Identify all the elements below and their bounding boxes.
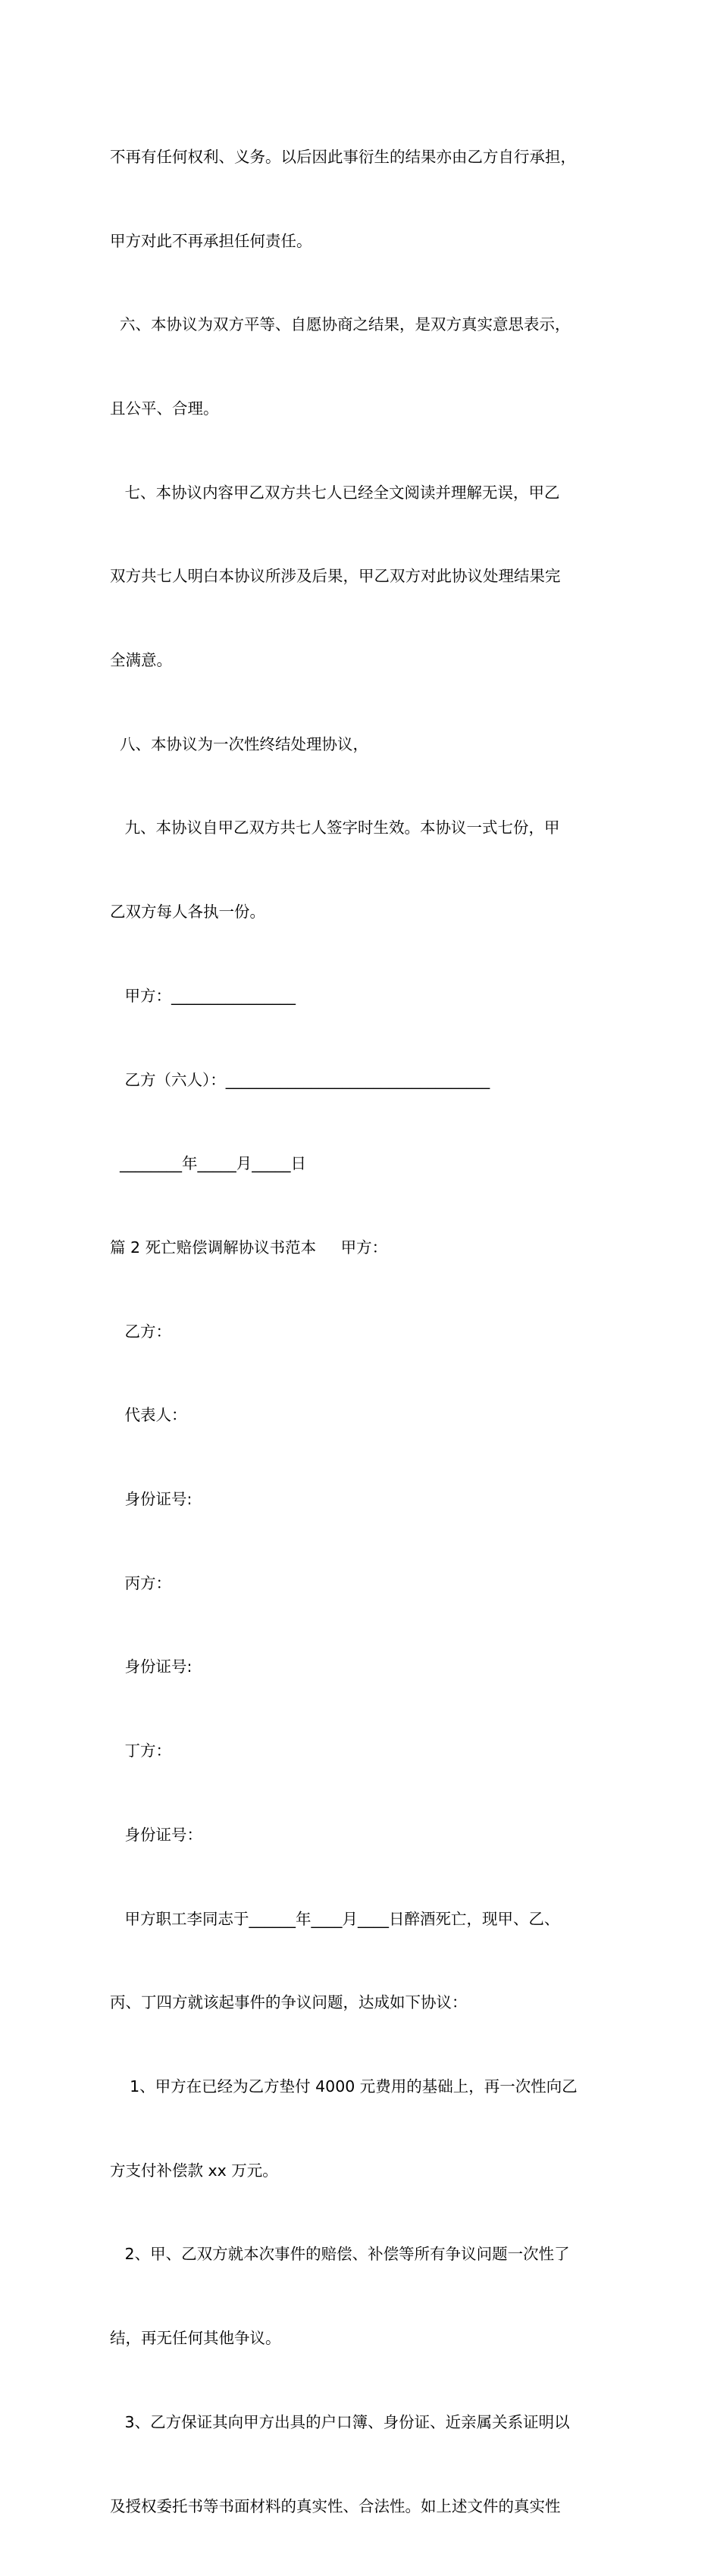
text-line: 丁方： [110,1742,172,1761]
text-line: 不再有任何权利、义务。以后因此事衍生的结果亦由乙方自行承担， [110,147,576,166]
text-line: 身份证号： [110,1825,203,1844]
text-line: 全满意。 [110,651,172,670]
text-line: 方支付补偿款 xx 万元。 [110,2161,278,2180]
text-line: 甲方职工李同志于______年____月____日醉酒死亡，现甲、乙、 [110,1909,560,1928]
text-line: 且公平、合理。 [110,399,219,418]
text-line: ________年_____月_____日 [110,1154,307,1173]
text-line: 3、乙方保证其向甲方出具的户口簿、身份证、近亲属关系证明以 [110,2412,570,2431]
text-line: 篇 2 死亡赔偿调解协议书范本 甲方： [110,1238,388,1257]
text-line: 2、甲、乙双方就本次事件的赔偿、补偿等所有争议问题一次性了 [110,2245,570,2264]
text-line: 乙方（六人）：__________________________________ [110,1070,490,1089]
text-line: 双方共七人明白本协议所涉及后果，甲乙双方对此协议处理结果完 [110,567,561,586]
text-line: 结，再无任何其他争议。 [110,2329,281,2348]
text-line: 及授权委托书等书面材料的真实性、合法性。如上述文件的真实性 [110,2496,561,2515]
document-body [110,87,618,2576]
text-line: 九、本协议自甲乙双方共七人签字时生效。本协议一式七份，甲 [110,818,560,837]
text-line: 六、本协议为双方平等、自愿协商之结果，是双方真实意思表示， [110,315,571,334]
text-line: 丙、丁四方就该起事件的争议问题，达成如下协议： [110,1993,468,2012]
text-line: 身份证号: [110,1490,193,1509]
text-line: 甲方对此不再承担任何责任。 [110,231,312,250]
text-line: 丙方： [110,1573,172,1592]
text-line: 甲方：________________ [110,986,296,1005]
text-line: 八、本协议为一次性终结处理协议， [110,734,369,753]
text-line: 身份证号: [110,1657,193,1676]
text-line: 代表人： [110,1406,187,1425]
text-line: 1、甲方在已经为乙方垫付 4000 元费用的基础上，再一次性向乙 [110,2077,578,2096]
text-line: 七、本协议内容甲乙双方共七人已经全文阅读并理解无误，甲乙 [110,483,560,502]
text-line: 乙双方每人各执一份。 [110,903,265,922]
text-line: 乙方： [110,1322,172,1341]
